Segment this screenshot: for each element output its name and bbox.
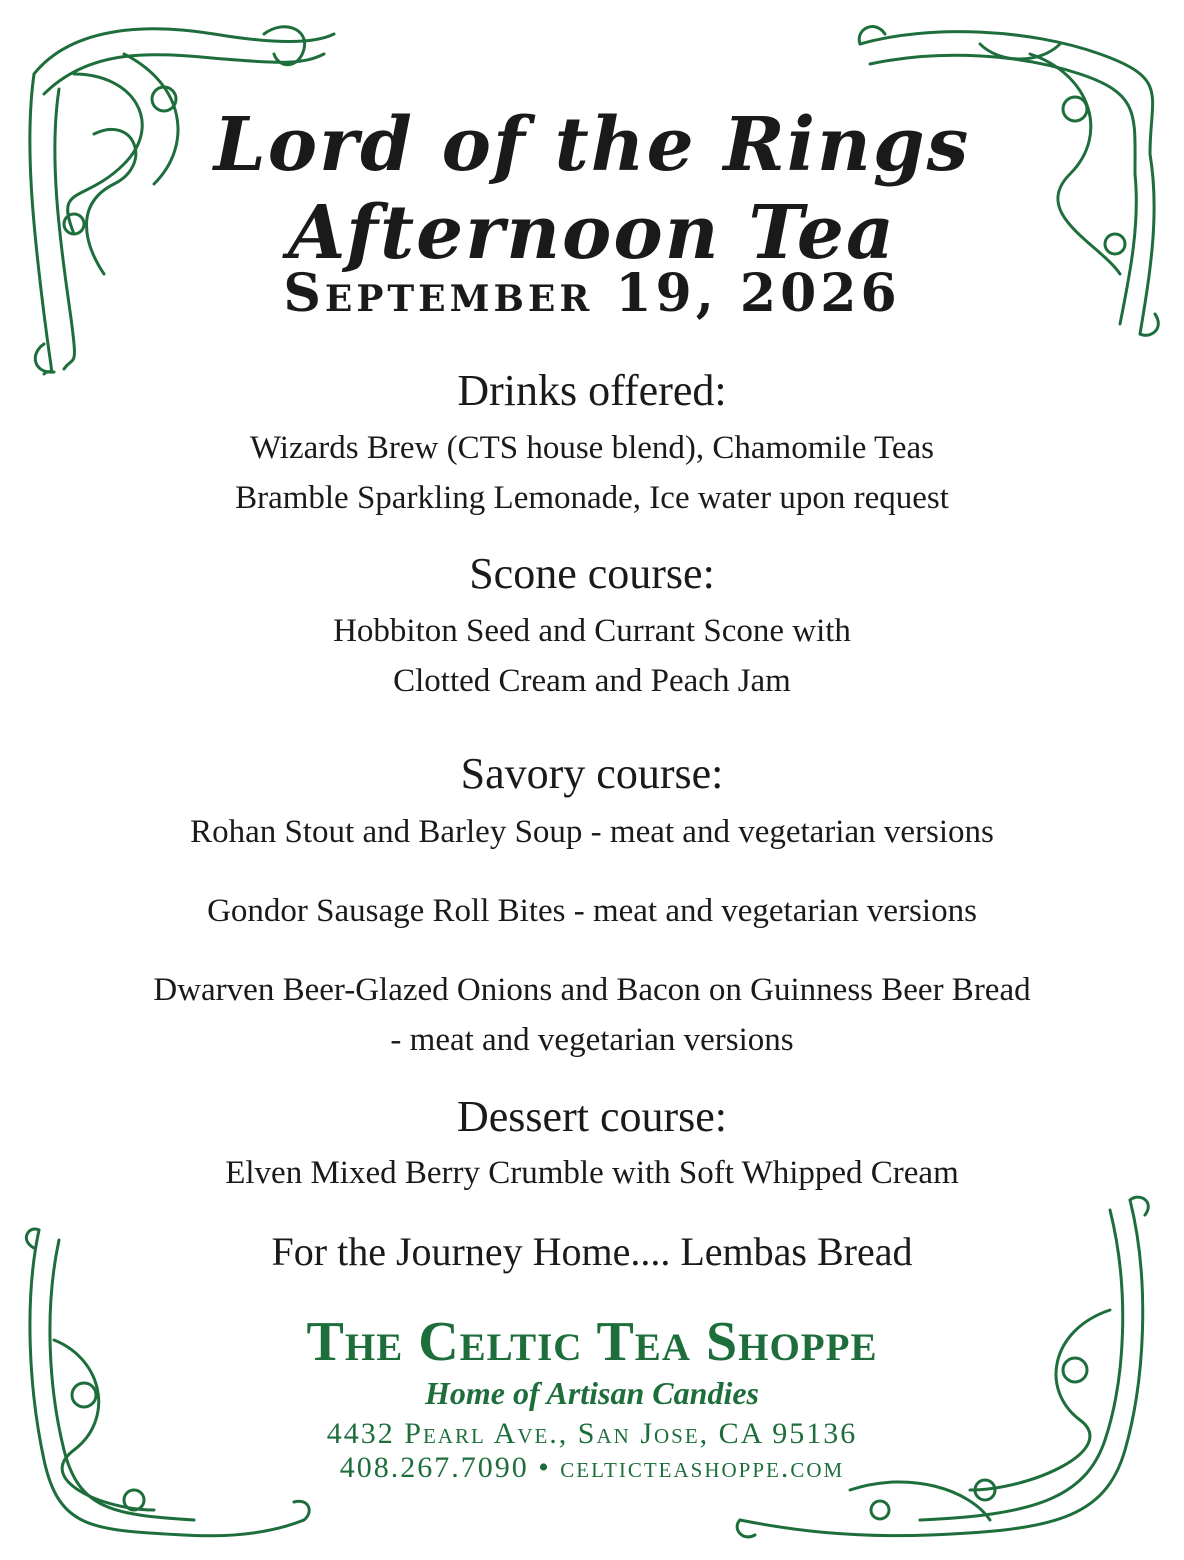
scone-heading: Scone course: <box>469 549 715 598</box>
journey-line: For the Journey Home.... Lembas Bread <box>271 1229 913 1274</box>
savory-line-1: Rohan Stout and Barley Soup - meat and vegetarian versions <box>190 814 994 850</box>
shop-contact: 408.267.7090 • celticteashoppe.com <box>339 1451 845 1484</box>
drinks-line-1: Wizards Brew (CTS house blend), Chamomile Teas <box>249 430 935 466</box>
savory-line-3: Dwarven Beer-Glazed Onions and Bacon on Guinness Beer Bread <box>153 972 1031 1008</box>
dessert-line-1: Elven Mixed Berry Crumble with Soft Whipped Cream <box>225 1155 959 1191</box>
drinks-heading: Drinks offered: <box>457 366 727 415</box>
shop-address: 4432 Pearl Ave., San Jose, CA 95136 <box>326 1417 858 1450</box>
event-date: September 19, 2026 <box>283 263 901 324</box>
savory-heading: Savory course: <box>460 749 724 798</box>
scone-line-2: Clotted Cream and Peach Jam <box>393 663 791 699</box>
savory-line-4: - meat and vegetarian versions <box>390 1022 794 1058</box>
shop-name: The Celtic Tea Shoppe <box>306 1311 878 1373</box>
dessert-heading: Dessert course: <box>456 1092 727 1141</box>
savory-line-2: Gondor Sausage Roll Bites - meat and vegetarian versions <box>207 893 977 929</box>
drinks-line-2: Bramble Sparkling Lemonade, Ice water upon request <box>235 480 949 516</box>
title-line-1: Lord of the Rings <box>213 102 971 188</box>
scone-line-1: Hobbiton Seed and Currant Scone with <box>333 613 851 649</box>
shop-tagline: Home of Artisan Candies <box>425 1375 759 1411</box>
title-line-2: Afternoon Tea <box>288 190 896 276</box>
